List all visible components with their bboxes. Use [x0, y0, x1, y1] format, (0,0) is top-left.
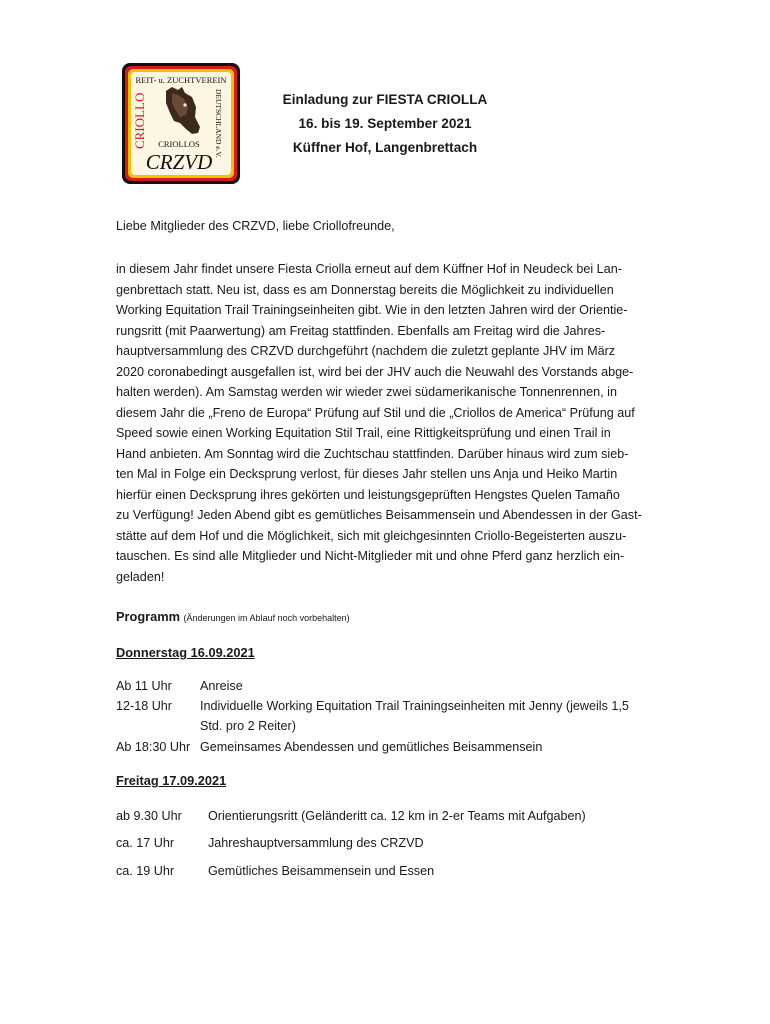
- title-line-dates: 16. bis 19. September 2021: [298, 116, 472, 131]
- crzvd-logo-image: [122, 63, 240, 184]
- body-line: tauschen. Es sind alle Mitglieder und Nicht-Mitglieder mit und ohne Pferd ganz herzlich ein-: [116, 549, 625, 563]
- logo-text-top: REIT- u. ZUCHTVEREIN: [135, 75, 227, 85]
- schedule-desc: Gemeinsames Abendessen und gemütliches Beisammensein: [200, 740, 543, 754]
- logo-text-bottom: CRZVD: [145, 150, 213, 174]
- body-line: 2020 coronabedingt ausgefallen ist, wird bei der JHV auch die Neuwahl des Vorstands abge-: [116, 364, 634, 379]
- body-line: zu Verfügung! Jeden Abend gibt es gemütliches Beisammensein und Abendessen in der Gast-: [116, 508, 642, 522]
- logo-text-left: CRIOLLO: [132, 92, 147, 149]
- body-line: Working Equitation Trail Trainingseinheiten gibt. Wie in den letzten Jahren wird der Orientie-: [116, 303, 628, 317]
- title-line-location: Küffner Hof, Langenbrettach: [292, 140, 478, 155]
- crzvd-logo: [122, 63, 240, 184]
- schedule-desc: Orientierungsritt (Geländeritt ca. 12 km in 2-er Teams mit Aufgaben): [208, 809, 586, 823]
- body-line: geladen!: [116, 569, 165, 584]
- schedule-time: ab 9.30 Uhr: [116, 809, 182, 823]
- body-line: rungsritt (mit Paarwertung) am Freitag stattfinden. Ebenfalls am Freitag wird die Jahres-: [116, 323, 606, 338]
- body-line: diesem Jahr die „Freno de Europa“ Prüfung auf Stil und die „Criollos de America“ Prüfung auf: [116, 405, 635, 420]
- programm-note: (Änderungen im Ablauf noch vorbehalten): [183, 613, 350, 623]
- body-line: Speed sowie einen Working Equitation Stil Trail, eine Rittigkeitsprüfung und einen Trail in: [116, 426, 611, 440]
- schedule-desc-continued: Std. pro 2 Reiter): [200, 719, 296, 733]
- body-line: hierfür einen Decksprung ihres gekörten und leistungsgeprüften Hengstes Quelen Tamaño: [116, 487, 620, 502]
- body-paragraph: [116, 259, 656, 587]
- schedule-desc: Anreise: [200, 679, 243, 693]
- schedule-time: Ab 11 Uhr: [116, 679, 172, 693]
- programm-label: Programm: [116, 609, 181, 624]
- body-line: halten werden). Am Samstag werden wir wieder zwei südamerikanische Tonnenrennen, in: [116, 385, 617, 399]
- day-heading-thursday: Donnerstag 16.09.2021: [116, 645, 255, 660]
- body-line: stätte auf dem Hof und die Möglichkeit, sich mit gleichgesinnten Criollo-Begeisterten auszu-: [116, 528, 627, 543]
- schedule-time: Ab 18:30 Uhr: [116, 740, 191, 754]
- day-heading-friday: Freitag 17.09.2021: [116, 773, 227, 788]
- schedule-desc: Individuelle Working Equitation Trail Trainingseinheiten mit Jenny (jeweils 1,5: [200, 699, 629, 713]
- body-line: genbrettach statt. Neu ist, dass es am Donnerstag bereits die Möglichkeit zu individuellen: [116, 282, 614, 297]
- body-line: Hand anbieten. Am Sonntag wird die Zuchtschau stattfinden. Darüber hinaus wird zum sieb-: [116, 446, 629, 461]
- schedule-desc: Gemütliches Beisammensein und Essen: [208, 864, 435, 878]
- logo-text-middle: CRIOLLOS: [158, 139, 200, 149]
- schedule-time: ca. 17 Uhr: [116, 836, 175, 850]
- body-line: ten Mal in Folge ein Decksprung verlost, für dieses Jahr stellen uns Anja und Heiko Martin: [116, 467, 618, 481]
- schedule-desc: Jahreshauptversammlung des CRZVD: [208, 836, 424, 850]
- greeting: Liebe Mitglieder des CRZVD, liebe Criollofreunde,: [116, 219, 395, 233]
- invitation-title: [240, 88, 530, 160]
- schedule-time: 12-18 Uhr: [116, 699, 173, 713]
- body-line: hauptversammlung des CRZVD durchgeführt (nachdem die zuletzt geplante JHV im März: [116, 344, 616, 358]
- schedule-time: ca. 19 Uhr: [116, 864, 175, 878]
- programm-heading: [116, 609, 350, 624]
- logo-text-right: DEUTSCHLAND e.V.: [214, 89, 223, 158]
- body-line: in diesem Jahr findet unsere Fiesta Criolla erneut auf dem Küffner Hof in Neudeck bei Lan-: [116, 262, 622, 276]
- title-line-event: Einladung zur FIESTA CRIOLLA: [282, 92, 488, 107]
